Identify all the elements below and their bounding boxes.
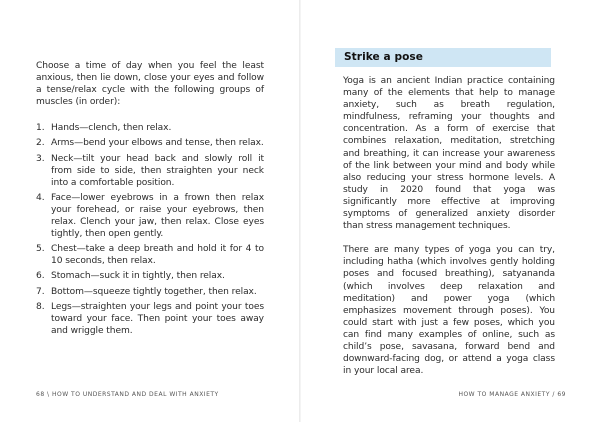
list-item-number: 5. (36, 244, 45, 255)
list-item (36, 137, 264, 149)
list-item-text: Stomach—suck it in tightly, then relax. (51, 271, 225, 282)
body-paragraph: There are many types of yoga you can try, including hatha (which involves gently holding poses and focused breathing), satyananda (which involves deep relaxation and meditation) and power yoga (which emphasizes movement through poses). You could start with just a few poses, which you can find many examples of online, such as child’s pose, savasana, forward bend and downward-facing dog, or attend a yoga class in your local area. (343, 245, 555, 377)
list-item (36, 122, 264, 134)
list-item-text: Chest—take a deep breath and hold it for 4 to 10 seconds, then relax. (51, 244, 264, 267)
section-heading-box (335, 48, 551, 67)
list-item-text: Bottom—squeeze tightly together, then relax. (51, 286, 257, 297)
list-item-text: Neck—tilt your head back and slowly roll it from side to side, then straighten your neck into a comfortable position. (51, 153, 264, 188)
list-item (36, 243, 264, 267)
list-item-text: Legs—straighten your legs and point your toes toward your face. Then point your toes away and wriggle them. (51, 301, 264, 336)
section-heading: Strike a pose (344, 51, 424, 63)
intro-paragraph: Choose a time of day when you feel the least anxious, then lie down, close your eyes and follow a tense/relax cycle with the following groups of muscles (in order): (36, 61, 264, 108)
list-item (36, 286, 264, 298)
muscle-group-list (36, 122, 264, 337)
list-item-text: Hands—clench, then relax. (51, 123, 172, 134)
list-item-number: 2. (36, 138, 45, 149)
left-page-footer: 68 \ HOW TO UNDERSTAND AND DEAL WITH ANXIETY (36, 391, 219, 398)
list-item-text: Arms—bend your elbows and tense, then relax. (51, 138, 264, 149)
list-item-number: 4. (36, 192, 45, 203)
list-item-text: Face—lower eyebrows in a frown then relax your forehead, or raise your eyebrows, then relax. Clench your jaw, then relax. Close eyes tightly, then open gently. (51, 192, 264, 240)
right-page-footer: HOW TO MANAGE ANXIETY / 69 (458, 391, 566, 398)
list-item (36, 192, 264, 240)
list-item-number: 1. (36, 123, 45, 134)
left-page (0, 0, 299, 422)
list-item-number: 7. (36, 286, 45, 297)
right-page-body (343, 75, 555, 389)
list-item (36, 301, 264, 337)
body-paragraph: Yoga is an ancient Indian practice containing many of the elements that help to manage anxiety, such as breath regulation, mindfulness, reframing your thoughts and concentration. As a form of exercise that combines relaxation, meditation, stretching and breathing, it can increase your awareness of the link between your mind and body while also reducing your stress hormone levels. A study in 2020 found that yoga was significantly more effective at improving symptoms of generalized anxiety disorder than stress management techniques. (343, 76, 555, 232)
list-item-number: 8. (36, 301, 45, 312)
list-item (36, 153, 264, 189)
left-page-body (36, 60, 264, 340)
list-item (36, 270, 264, 282)
right-page (301, 0, 600, 422)
list-item-number: 3. (36, 153, 45, 164)
list-item-number: 6. (36, 271, 45, 282)
